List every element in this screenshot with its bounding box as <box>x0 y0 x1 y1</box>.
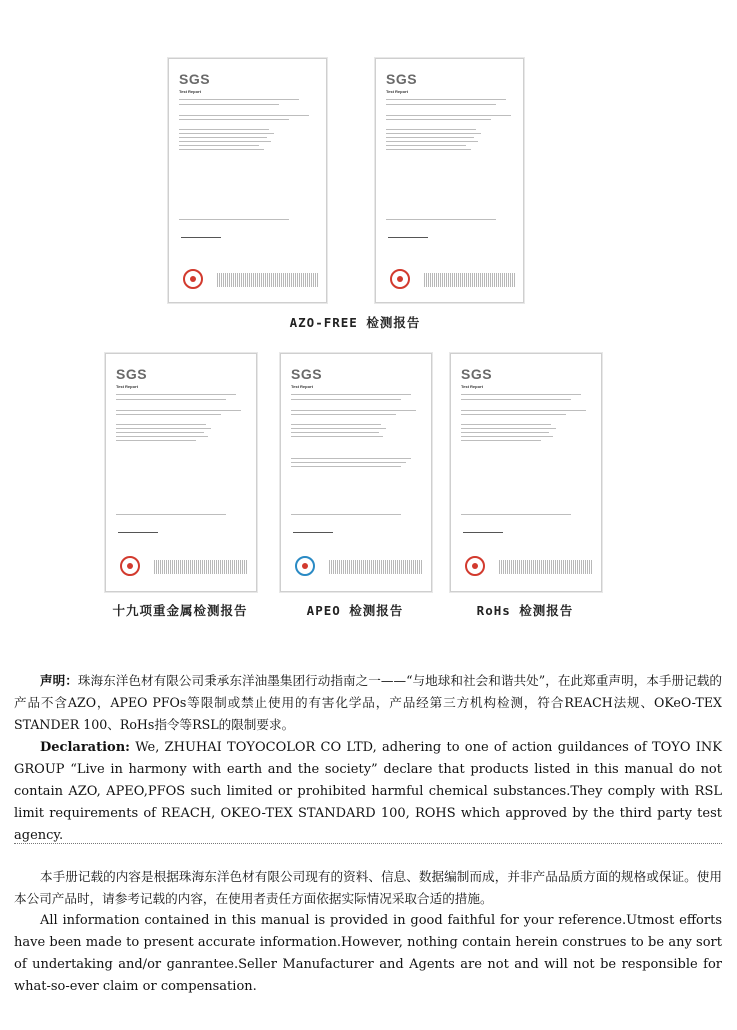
report-thumbnail-azo-2 <box>375 58 524 303</box>
sgs-logo: SGS <box>386 71 418 87</box>
declaration-text: We, ZHUHAI TOYOCOLOR CO LTD, adhering to one of action guildances of TOYO INK GROUP “Live in harmony with earth and the society” declare that products listed in this manual do not contain AZO, APEO,PFOS such limited or prohibited harmful chemical substances.They comply with RSL limit requirements of REACH, OKEO-TEX STANDARD 100, ROHS which approved by the third party test agency. <box>14 740 722 843</box>
caption-azo-free: AZO-FREE 检测报告 <box>289 315 421 330</box>
signature <box>293 526 333 533</box>
certification-seal <box>120 556 140 576</box>
certification-seal <box>183 269 203 289</box>
sgs-logo: SGS <box>179 71 211 87</box>
report-heading: Test Report <box>291 384 313 389</box>
statement-text: 珠海东洋色材有限公司秉承东洋油墨集团行动指南之一——“与地球和社会和谐共处”，在此郑重声明，本手册记载的产品不含AZO，APEO PFOs等限制或禁止使用的有害化学品，产品经第三方机构检测，符合REACH法规、OKeO-TEX STANDER 100、RoHs指令等RSL的限制要求。 <box>14 673 723 732</box>
statement-chinese <box>14 670 722 736</box>
disclaimer-english: All information contained in this manual is provided in good faithful for your reference.Utmost efforts have been made to present accurate information.However, nothing contain herein construes to be any sort of undertaking and/or ganrantee.Seller Manufacturer and Agents are not and will not be responsible for what-so-ever claim or compensation. <box>14 913 722 994</box>
declaration-label: Declaration: <box>40 740 130 755</box>
caption-heavy-metals: 十九项重金属检测报告 <box>112 603 248 618</box>
report-thumbnail-heavy-metals <box>105 353 257 592</box>
sgs-logo: SGS <box>291 366 323 382</box>
signature <box>181 231 221 238</box>
sgs-logo: SGS <box>116 366 148 382</box>
signature <box>118 526 158 533</box>
sgs-logo: SGS <box>461 366 493 382</box>
report-heading: Test Report <box>179 89 201 94</box>
report-thumbnail-rohs <box>450 353 602 592</box>
report-thumbnail-azo-1 <box>168 58 327 303</box>
signature <box>463 526 503 533</box>
certification-seal <box>390 269 410 289</box>
report-thumbnail-apeo <box>280 353 432 592</box>
certification-seal <box>295 556 315 576</box>
dotted-divider <box>14 843 722 844</box>
disclaimer-chinese: 本手册记载的内容是根据珠海东洋色材有限公司现有的资料、信息、数据编制而成，并非产品品质方面的规格或保证。使用本公司产品时，请参考记载的内容，在使用者责任方面依据实际情况采取合适的措施。 <box>14 869 722 906</box>
caption-apeo: APEO 检测报告 <box>306 603 404 618</box>
report-heading: Test Report <box>116 384 138 389</box>
caption-rohs: RoHs 检测报告 <box>476 603 574 618</box>
report-heading: Test Report <box>461 384 483 389</box>
report-heading: Test Report <box>386 89 408 94</box>
declaration-english <box>14 737 722 847</box>
signature <box>388 231 428 238</box>
statement-label: 声明： <box>40 673 78 688</box>
certification-seal <box>465 556 485 576</box>
